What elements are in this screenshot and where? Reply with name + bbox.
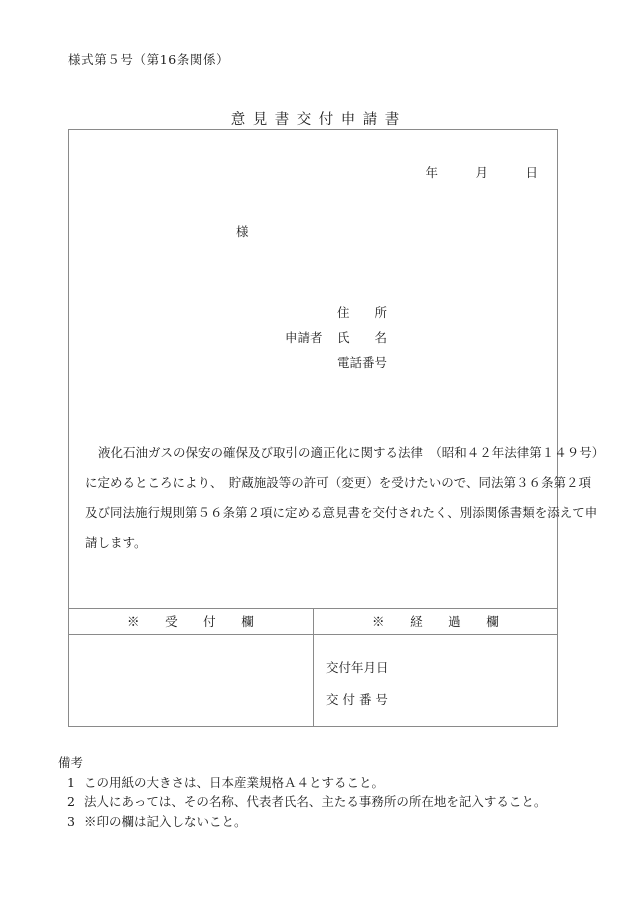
date-field[interactable]: 年 月 日 [425, 165, 538, 180]
note-text: この用紙の大きさは、日本産業規格Ａ４とすること。 [84, 774, 385, 790]
issue-number-label: 交 付 番 号 [326, 692, 388, 707]
note-number: 2 [67, 794, 75, 809]
applicant-block [285, 300, 387, 375]
body-line-1: 液化石油ガスの保安の確保及び取引の適正化に関する法律 （昭和４２年法律第１４９号） [98, 445, 605, 460]
table-header-progress: ※ 経 過 欄 [371, 614, 499, 629]
office-use-table [68, 608, 558, 727]
body-line-4: 請します。 [85, 535, 147, 550]
notes-section [58, 753, 546, 831]
body-paragraph [85, 438, 605, 558]
applicant-name-label[interactable]: 氏 名 [337, 330, 388, 345]
page-title: 意見書交付申請書 [230, 112, 407, 128]
note-number: 1 [67, 774, 75, 790]
applicant-address-label[interactable]: 住 所 [337, 305, 388, 320]
applicant-row-name [285, 325, 387, 350]
note-text: ※印の欄は記入しないこと。 [84, 813, 247, 829]
issue-date-label: 交付年月日 [326, 660, 389, 675]
table-header-reception: ※ 受 付 欄 [126, 614, 254, 629]
form-number: 様式第５号（第16条関係） [68, 52, 230, 67]
note-text: 法人にあっては、その名称、代表者氏名、主たる事務所の所在地を記入すること。 [84, 794, 547, 809]
notes-heading: 備考 [58, 755, 84, 770]
applicant-row-address [285, 300, 387, 325]
addressee-field[interactable]: 様 [236, 224, 249, 239]
body-line-2: に定めるところにより、 貯蔵施設等の許可（変更）を受けたいので、同法第３６条第２項 [85, 475, 592, 490]
note-number: 3 [67, 813, 75, 829]
table-cell-progress[interactable] [326, 652, 389, 716]
note-item [58, 812, 546, 832]
note-item [58, 773, 546, 793]
applicant-label: 申請者 [285, 330, 323, 345]
applicant-phone-label[interactable]: 電話番号 [337, 355, 388, 370]
applicant-row-phone [285, 350, 387, 375]
note-item [58, 792, 546, 812]
body-line-3: 及び同法施行規則第５６条第２項に定める意見書を交付されたく、別添関係書類を添えて申 [85, 505, 598, 520]
